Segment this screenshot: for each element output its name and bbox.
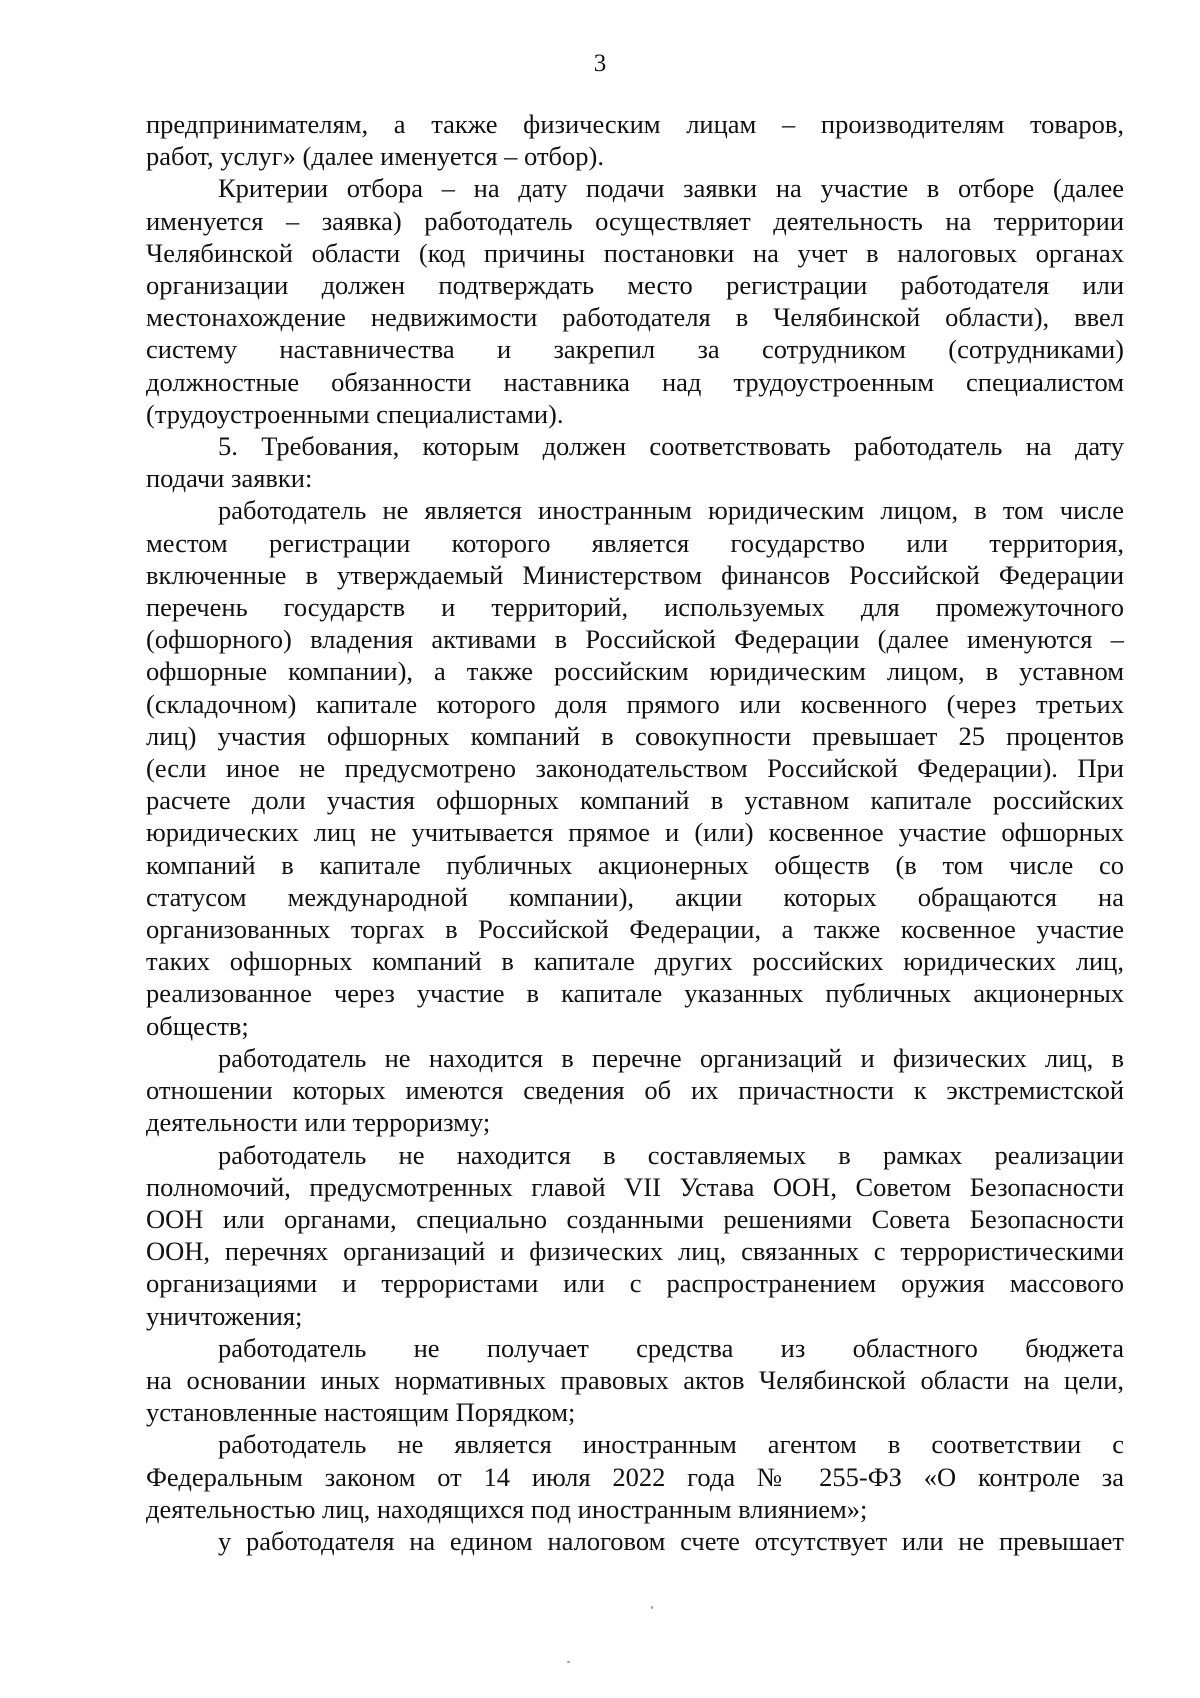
paragraph [146,108,1124,172]
text-line: ООН, перечнях организаций и физических лиц, связанных с террористическими [146,1236,1124,1267]
text-line: Критерии отбора – на дату подачи заявки на участие в отборе (далее [218,173,1124,204]
paragraph [146,1042,1124,1139]
paragraph [146,1428,1124,1525]
text-line: ООН или органами, специально созданными решениями Совета Безопасности [146,1203,1124,1234]
text-line: систему наставничества и закрепил за сотрудником (сотрудниками) [146,334,1124,365]
paragraph [146,494,1124,1041]
paragraph [146,430,1124,494]
text-line: (офшорного) владения активами в Российской Федерации (далее именуются – [146,624,1124,655]
text-line: организации должен подтверждать место регистрации работодателя или [146,270,1124,301]
text-line: отношении которых имеются сведения об их причастности к экстремистской [146,1075,1124,1106]
text-line: должностные обязанности наставника над трудоустроенным специалистом [146,366,1124,397]
text-line: работодатель не является иностранным агентом в соответствии с [218,1429,1124,1460]
text-line: статусом международной компании), акции которых обращаются на [146,881,1124,912]
text-line: уничтожения; [146,1300,303,1331]
text-line: работодатель не находится в перечне организаций и физических лиц, в [218,1042,1124,1073]
text-line: организациями и террористами или с распространением оружия массового [146,1268,1124,1299]
text-line: офшорные компании), а также российским юридическим лицом, в уставном [146,656,1124,687]
paragraph [146,1332,1124,1429]
text-line: (складочном) капитале которого доля прямого или косвенного (через третьих [146,688,1124,719]
text-line: местонахождение недвижимости работодателя в Челябинской области), ввел [146,302,1124,333]
text-line: реализованное через участие в капитале указанных публичных акционерных [146,978,1124,1009]
text-line: установленные настоящим Порядком; [146,1397,576,1428]
paragraph [146,1139,1124,1332]
text-line: именуется – заявка) работодатель осуществляет деятельность на территории [146,205,1124,236]
text-line: на основании иных нормативных правовых актов Челябинской области на цели, [146,1364,1124,1395]
text-line: деятельности или терроризму; [146,1107,491,1138]
text-line: юридических лиц не учитывается прямое и (или) косвенное участие офшорных [146,817,1124,848]
text-line: Федеральным законом от 14 июля 2022 года № 255-ФЗ «О контроле за [146,1461,1124,1492]
text-line: деятельностью лиц, находящихся под иностранным влиянием»; [146,1493,868,1524]
text-line: 5. Требования, которым должен соответствовать работодатель на дату [218,431,1124,462]
text-line: предпринимателям, а также физическим лицам – производителям товаров, [146,109,1124,139]
text-line: работодатель не находится в составляемых в рамках реализации [218,1139,1124,1170]
text-line: Челябинской области (код причины постановки на учет в налоговых органах [146,237,1124,268]
scan-speck [651,1606,653,1609]
text-line: включенные в утверждаемый Министерством финансов Российской Федерации [146,559,1124,590]
text-line: компаний в капитале публичных акционерных обществ (в том числе со [146,849,1124,880]
text-line: лиц) участия офшорных компаний в совокупности превышает 25 процентов [146,720,1124,751]
text-line: обществ; [146,1010,249,1041]
paragraph [146,172,1124,430]
paragraph [146,1525,1124,1557]
text-line: (если иное не предусмотрено законодательством Российской Федерации). При [146,753,1124,784]
document-body [146,108,1124,1557]
text-line: перечень государств и территорий, используемых для промежуточного [146,592,1124,623]
text-line: подачи заявки: [146,463,313,494]
text-line: у работодателя на едином налоговом счете отсутствует или не превышает [218,1525,1124,1556]
text-line: (трудоустроенными специалистами). [146,398,564,429]
text-line: работ, услуг» (далее именуется – отбор). [146,141,604,172]
text-line: организованных торгах в Российской Федерации, а также косвенное участие [146,914,1124,945]
text-line: полномочий, предусмотренных главой VII Устава ООН, Советом Безопасности [146,1171,1124,1202]
text-line: работодатель не является иностранным юридическим лицом, в том числе [218,495,1124,526]
text-line: работодатель не получает средства из областного бюджета [218,1332,1124,1363]
text-line: таких офшорных компаний в капитале других российских юридических лиц, [146,946,1124,977]
scan-speck [567,1661,570,1663]
page-number: 3 [593,50,607,77]
text-line: расчете доли участия офшорных компаний в уставном капитале российских [146,785,1124,816]
text-line: местом регистрации которого является государство или территория, [146,527,1124,558]
